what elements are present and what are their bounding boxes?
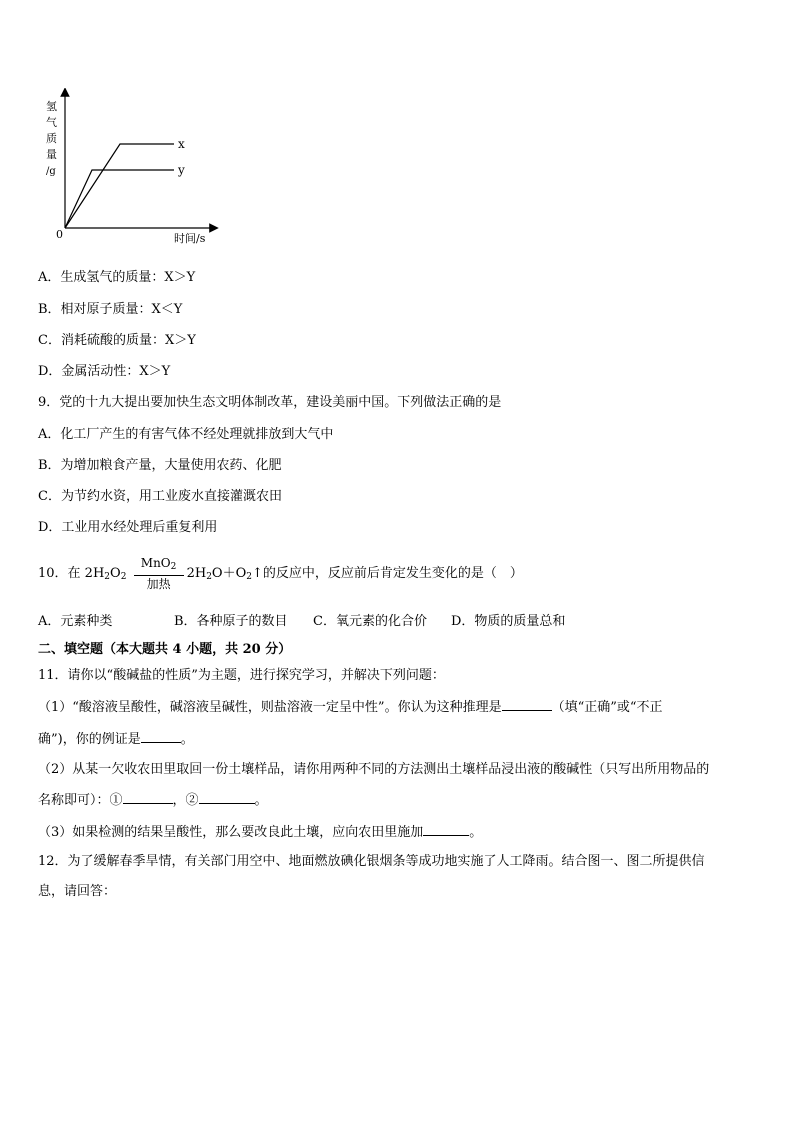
q10-stem	[38, 552, 523, 596]
catalyst-sub: 2	[170, 562, 177, 572]
ylabel-char-2: 气	[46, 116, 57, 129]
ylabel-char-1: 氢	[46, 100, 57, 113]
q11-p1-text-a: （1）“酸溶液呈酸性，碱溶液呈碱性，则盐溶液一定呈中性”。你认为这种推理是	[38, 700, 502, 715]
series-label-y: y	[178, 163, 185, 177]
q9-stem: 9．党的十九大提出要加快生态文明体制改革，建设美丽中国。下列做法正确的是	[38, 395, 502, 410]
reaction-arrow-bar	[134, 575, 184, 576]
q10-suffix: ↑的反应中，反应前后肯定发生变化的是（ ）	[251, 566, 523, 581]
condition-label: 加热	[146, 577, 171, 591]
q8-option-b: B．相对原子质量：X＜Y	[38, 302, 183, 317]
series-label-x: x	[178, 137, 185, 151]
q11-p2-text-b: ，②	[172, 793, 199, 808]
q10-product1-sub: 2	[206, 572, 212, 582]
q11-part3	[38, 823, 482, 841]
catalyst-label: MnO	[140, 556, 171, 570]
answer-blank-4[interactable]	[199, 791, 255, 804]
q10-h2o2-sub2: 2	[120, 572, 127, 582]
q10-product1: 2H	[186, 566, 207, 581]
q10-option-d: D．物质的质量总和	[451, 614, 566, 629]
q10-option-a: A．元素种类	[38, 614, 113, 629]
q11-p2-text-c: 。	[254, 793, 268, 808]
q8-option-c: C．消耗硫酸的质量：X＞Y	[38, 333, 196, 348]
hydrogen-mass-chart	[40, 88, 260, 248]
q11-p1-text-b: （填“正确”或“不正	[551, 700, 663, 715]
q8-option-a: A．生成氢气的质量：X＞Y	[38, 270, 196, 285]
q10-prefix: 10．在 2H	[38, 566, 105, 581]
q11-p2-text-a: 名称即可）：①	[38, 793, 123, 808]
x-axis-label: 时间/s	[174, 232, 206, 245]
q11-part1-line1	[38, 698, 663, 716]
ylabel-char-3: 质	[46, 132, 57, 145]
q11-p3-text-a: （3）如果检测的结果呈酸性，那么要改良此土壤，应向农田里施加	[38, 825, 424, 840]
q11-part1-line2	[38, 730, 194, 748]
curve-x	[65, 144, 174, 228]
q10-h2o2-sub1: 2	[104, 572, 111, 582]
q9-option-c: C．为节约水资，用工业废水直接灌溉农田	[38, 489, 282, 504]
answer-blank-5[interactable]	[423, 823, 469, 836]
origin-label: 0	[56, 228, 63, 241]
q8-option-d: D．金属活动性：X＞Y	[38, 364, 171, 379]
q10-product2-sub: 2	[246, 572, 252, 582]
q9-option-a: A．化工厂产生的有害气体不经处理就排放到大气中	[38, 427, 334, 442]
q9-option-b: B．为增加粮食产量，大量使用农药、化肥	[38, 458, 282, 473]
q10-options	[38, 614, 565, 630]
q11-part2-line2	[38, 791, 268, 809]
q9-option-d: D．工业用水经处理后重复利用	[38, 520, 218, 535]
answer-blank-2[interactable]	[141, 730, 181, 743]
q10-option-b: B．各种原子的数目	[174, 614, 288, 629]
ylabel-char-5: /g	[46, 166, 56, 177]
q11-part2-line1: （2）从某一欠收农田里取回一份土壤样品，请你用两种不同的方法测出土壤样品浸出液的酸碱性（只写出所用物品的	[38, 762, 710, 777]
q12-line2: 息，请回答：	[38, 884, 117, 899]
q12-line1: 12．为了缓解春季旱情，有关部门用空中、地面燃放碘化银烟条等成功地实施了人工降雨。结合图一、图二所提供信	[38, 854, 705, 869]
q10-o: O	[110, 566, 121, 581]
q10-option-c: C．氧元素的化合价	[313, 614, 427, 629]
curve-y	[65, 170, 174, 228]
section-title: 二、填空题（本大题共 4 小题，共 20 分）	[38, 642, 292, 657]
ylabel-char-4: 量	[46, 148, 57, 161]
answer-blank-3[interactable]	[123, 791, 173, 804]
q11-p1-text-c: 确”)，你的例证是	[38, 732, 141, 747]
reaction-condition	[134, 556, 184, 591]
q11-p3-text-b: 。	[469, 825, 483, 840]
q11-p1-text-d: 。	[180, 732, 194, 747]
q11-stem: 11．请你以“酸碱盐的性质”为主题，进行探究学习，并解决下列问题：	[38, 668, 445, 683]
q10-product1-rest: O＋O	[211, 566, 247, 581]
answer-blank-1[interactable]	[502, 698, 552, 711]
